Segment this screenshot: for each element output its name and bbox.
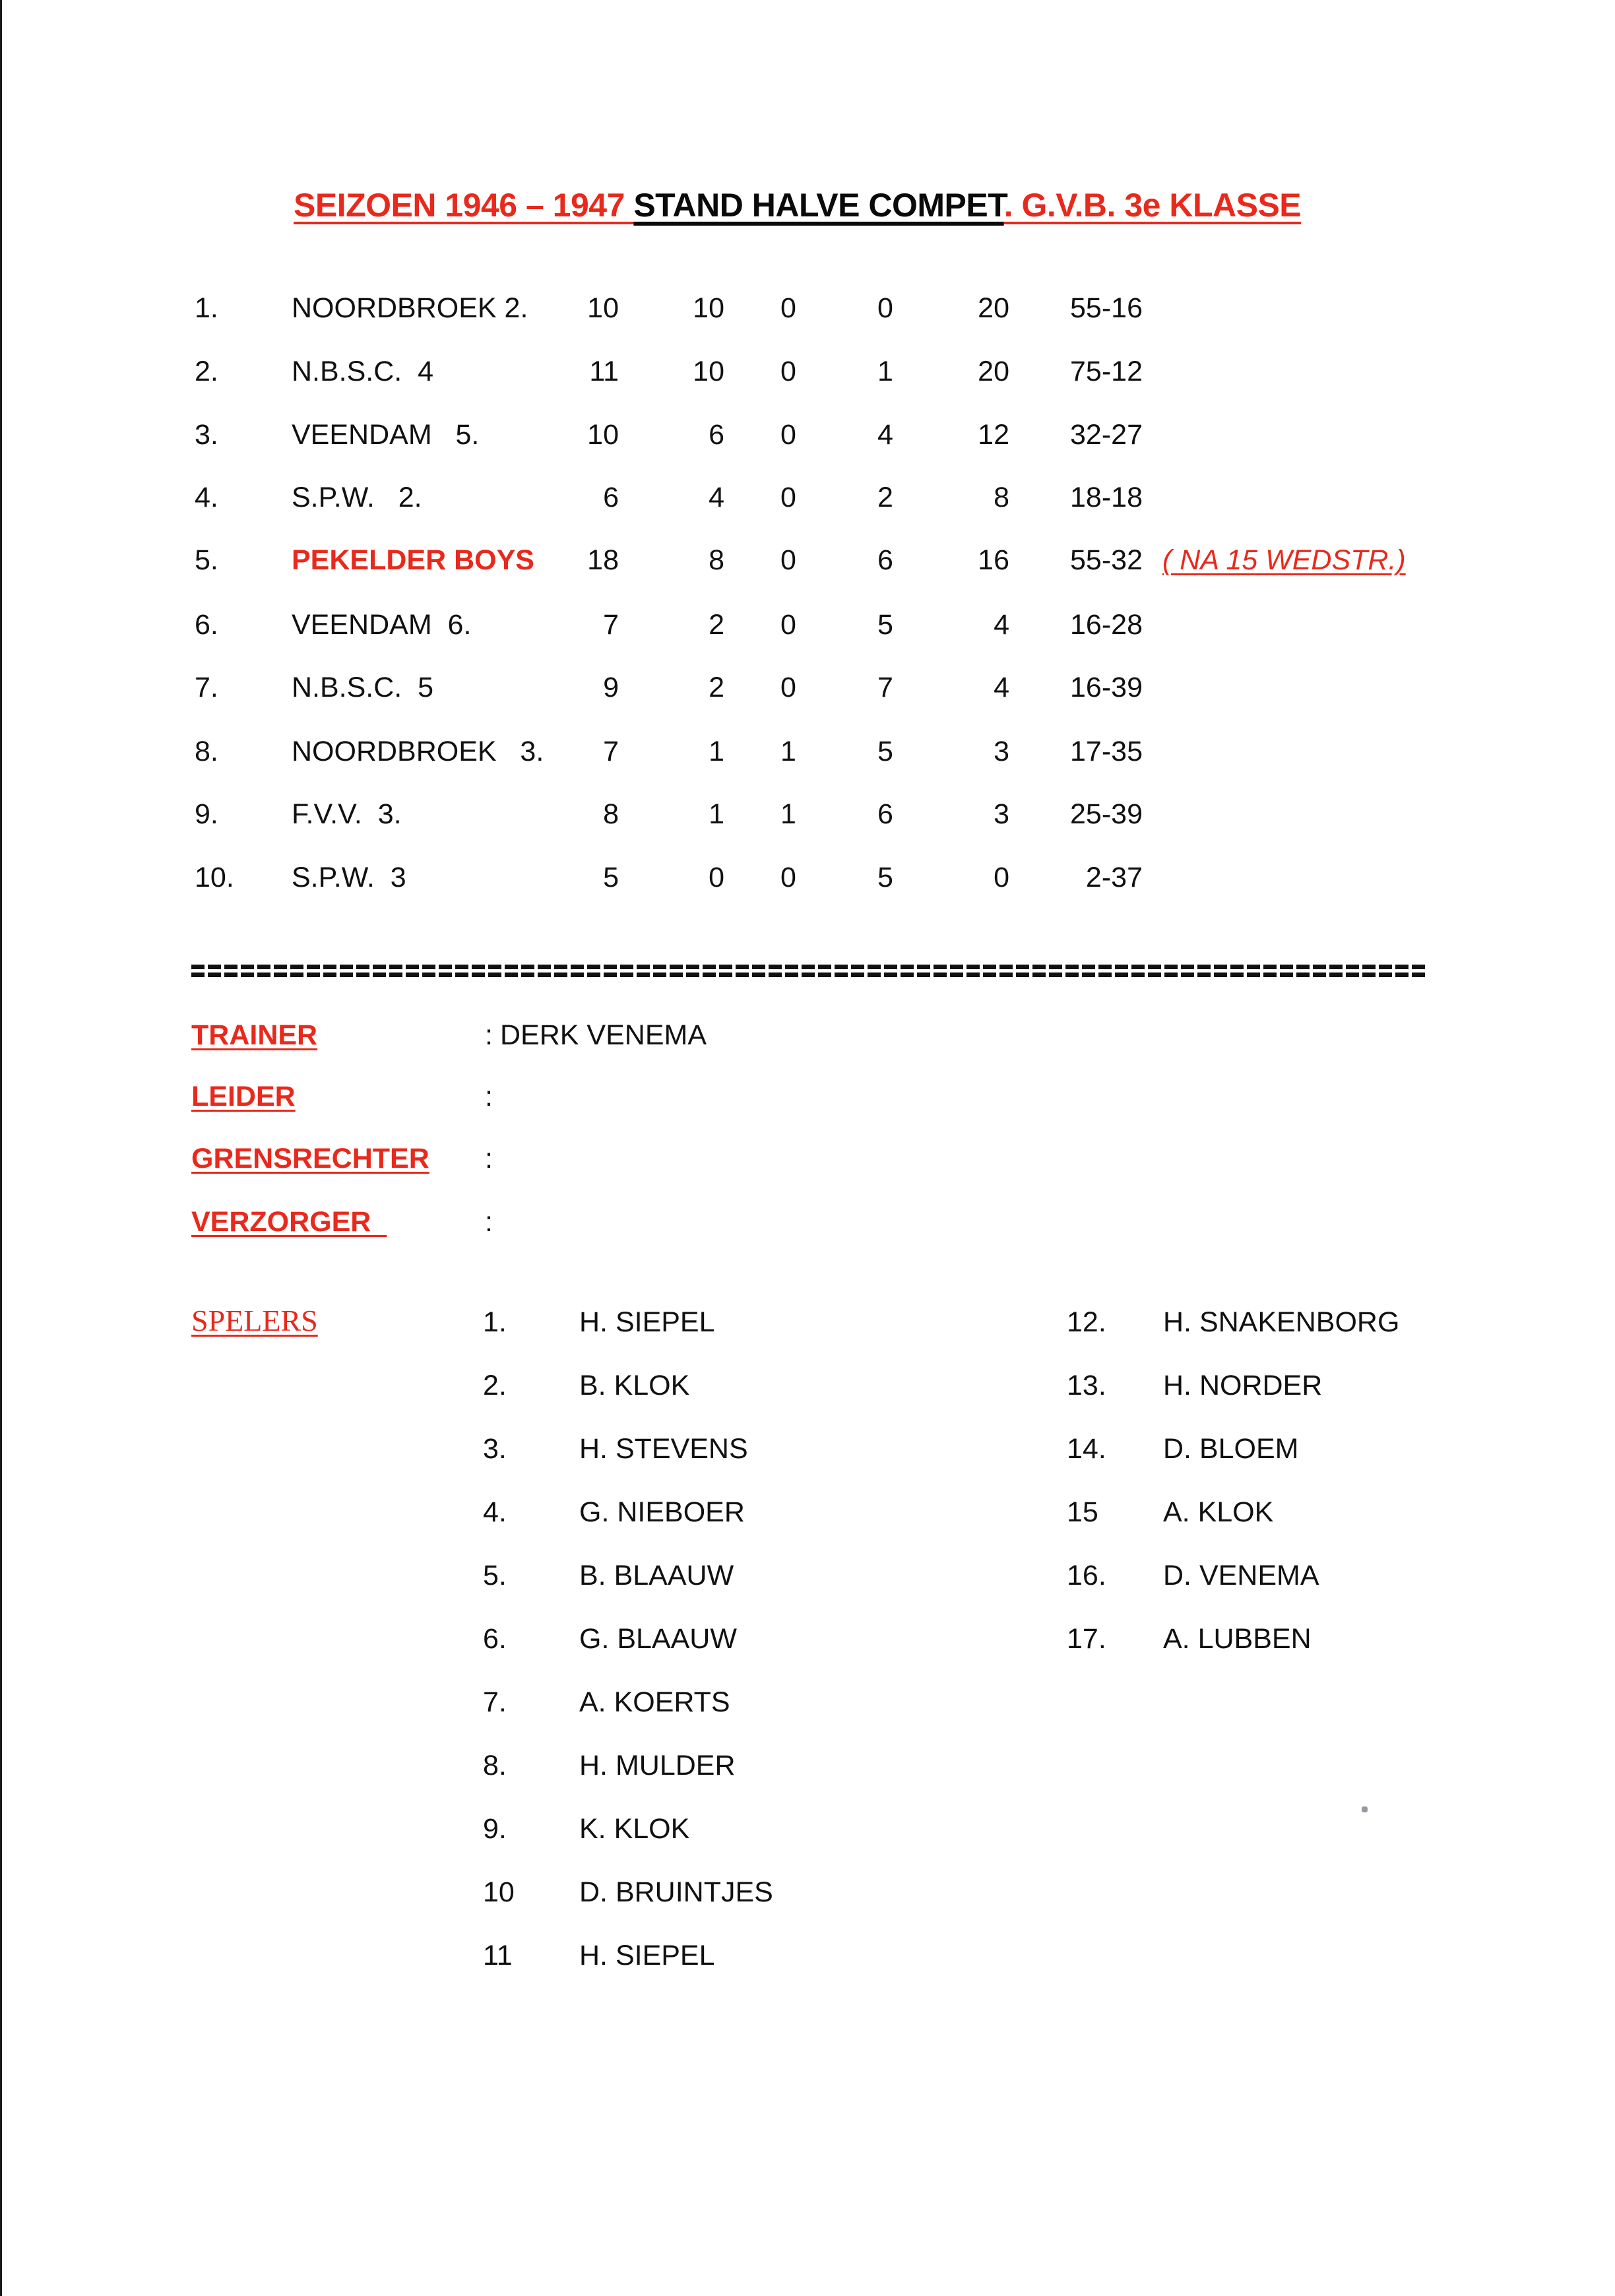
player-number: 6. [483,1623,507,1655]
player-name: H. SIEPEL [579,1940,715,1971]
staff-label: GRENSRECHTER [191,1143,429,1174]
drawn: 1 [780,736,796,767]
player-name: A. KOERTS [579,1686,730,1718]
rank: 6. [195,609,218,641]
drawn: 0 [780,419,796,451]
won: 1 [709,798,724,830]
title-season: SEIZOEN 1946 – 1947 [294,187,634,224]
table-row [0,672,1615,711]
played: 7 [603,609,619,641]
player-name: H. SNAKENBORG [1163,1306,1400,1338]
goals: 75-12 [1070,356,1143,387]
lost: 2 [877,482,893,513]
won: 8 [709,544,724,576]
points: 16 [978,544,1009,576]
goals: 32-27 [1070,419,1143,451]
drawn: 0 [780,292,796,324]
table-row [0,482,1615,521]
team-name: VEENDAM 5. [292,419,480,451]
played: 8 [603,798,619,830]
drawn: 0 [780,672,796,703]
rank: 7. [195,672,218,703]
points: 3 [994,798,1009,830]
player-number: 13. [1067,1370,1106,1401]
player-name: D. BRUINTJES [579,1876,773,1908]
player-number: 9. [483,1813,507,1845]
player-name: B. KLOK [579,1370,690,1401]
points: 4 [994,672,1009,703]
table-row [0,419,1615,459]
won: 2 [709,609,724,641]
drawn: 0 [780,544,796,576]
player-name: H. STEVENS [579,1433,748,1465]
drawn: 0 [780,356,796,387]
player-number: 3. [483,1433,507,1465]
goals: 17-35 [1070,736,1143,767]
rank: 2. [195,356,218,387]
points: 4 [994,609,1009,641]
drawn: 0 [780,862,796,893]
team-name: PEKELDER BOYS [292,544,534,576]
table-row [0,292,1615,332]
lost: 7 [877,672,893,703]
points: 20 [978,356,1009,387]
points: 3 [994,736,1009,767]
played: 9 [603,672,619,703]
team-name: F.V.V. 3. [292,798,402,830]
won: 6 [709,419,724,451]
player-number: 10 [483,1876,515,1908]
lost: 5 [877,862,893,893]
table-row [0,356,1615,395]
goals: 16-28 [1070,609,1143,641]
drawn: 1 [780,798,796,830]
lost: 0 [877,292,893,324]
team-name: N.B.S.C. 5 [292,672,434,703]
lost: 5 [877,736,893,767]
player-name: B. BLAAUW [579,1560,734,1591]
rank: 5. [195,544,218,576]
players-heading: SPELERS [191,1304,318,1337]
points: 8 [994,482,1009,513]
played: 11 [589,356,619,387]
won: 4 [709,482,724,513]
team-name: S.P.W. 2. [292,482,422,513]
player-number: 7. [483,1686,507,1718]
player-number: 11 [483,1940,513,1971]
rank: 3. [195,419,218,451]
player-name: K. KLOK [579,1813,690,1845]
won: 2 [709,672,724,703]
team-name: S.P.W. 3 [292,862,406,893]
played: 7 [603,736,619,767]
table-row [0,862,1615,901]
rank: 1. [195,292,218,324]
title-league: . G.V.B. 3e KLASSE [1003,187,1302,224]
staff-colon: : [485,1081,493,1112]
rank: 9. [195,798,218,830]
table-row [0,798,1615,838]
table-row [0,609,1615,649]
staff-label: LEIDER [191,1081,296,1112]
staff-label: TRAINER [191,1019,318,1051]
staff-colon: : [485,1143,493,1174]
player-number: 1. [483,1306,507,1338]
player-name: H. MULDER [579,1750,736,1781]
lost: 6 [877,798,893,830]
team-name: NOORDBROEK 2. [292,292,528,324]
played: 10 [587,419,619,451]
played: 18 [587,544,619,576]
team-name: N.B.S.C. 4 [292,356,434,387]
player-number: 17. [1067,1623,1106,1655]
goals: 16-39 [1070,672,1143,703]
points: 20 [978,292,1009,324]
rank: 10. [195,862,234,893]
table-row [0,736,1615,775]
rank: 4. [195,482,218,513]
table-row-highlighted [0,544,1615,584]
goals: 55-16 [1070,292,1143,324]
played: 5 [603,862,619,893]
player-number: 14. [1067,1433,1106,1465]
staff-colon: : [485,1019,493,1051]
title-standings: STAND HALVE COMPET [633,187,1004,224]
page-edge [0,0,2,2296]
scan-speck [1362,1806,1368,1812]
goals: 55-32 [1070,544,1143,576]
player-number: 16. [1067,1560,1106,1591]
team-name: VEENDAM 6. [292,609,472,641]
player-name: D. BLOEM [1163,1433,1299,1465]
points: 12 [978,419,1009,451]
player-number: 4. [483,1496,507,1528]
rank: 8. [195,736,218,767]
goals: 18-18 [1070,482,1143,513]
lost: 6 [877,544,893,576]
row-note: ( NA 15 WEDSTR.) [1162,544,1406,576]
player-name: G. NIEBOER [579,1496,745,1528]
played: 10 [587,292,619,324]
player-number: 2. [483,1370,507,1401]
drawn: 0 [780,609,796,641]
lost: 1 [877,356,893,387]
page-title [294,186,1301,224]
goals: 25-39 [1070,798,1143,830]
player-number: 8. [483,1750,507,1781]
played: 6 [603,482,619,513]
player-name: H. NORDER [1163,1370,1323,1401]
player-number: 15 [1067,1496,1098,1528]
section-divider [191,965,1428,980]
staff-colon: : [485,1206,493,1238]
points: 0 [994,862,1009,893]
player-number: 12. [1067,1306,1106,1338]
player-name: D. VENEMA [1163,1560,1319,1591]
drawn: 0 [780,482,796,513]
team-name: NOORDBROEK 3. [292,736,544,767]
player-name: A. KLOK [1163,1496,1274,1528]
won: 1 [709,736,724,767]
won: 10 [693,356,724,387]
staff-label: VERZORGER [191,1206,387,1238]
lost: 4 [877,419,893,451]
won: 10 [693,292,724,324]
lost: 5 [877,609,893,641]
staff-value: DERK VENEMA [500,1019,707,1051]
player-name: H. SIEPEL [579,1306,715,1338]
won: 0 [709,862,724,893]
player-name: G. BLAAUW [579,1623,737,1655]
goals: 2-37 [1085,862,1143,893]
player-number: 5. [483,1560,507,1591]
player-name: A. LUBBEN [1163,1623,1312,1655]
